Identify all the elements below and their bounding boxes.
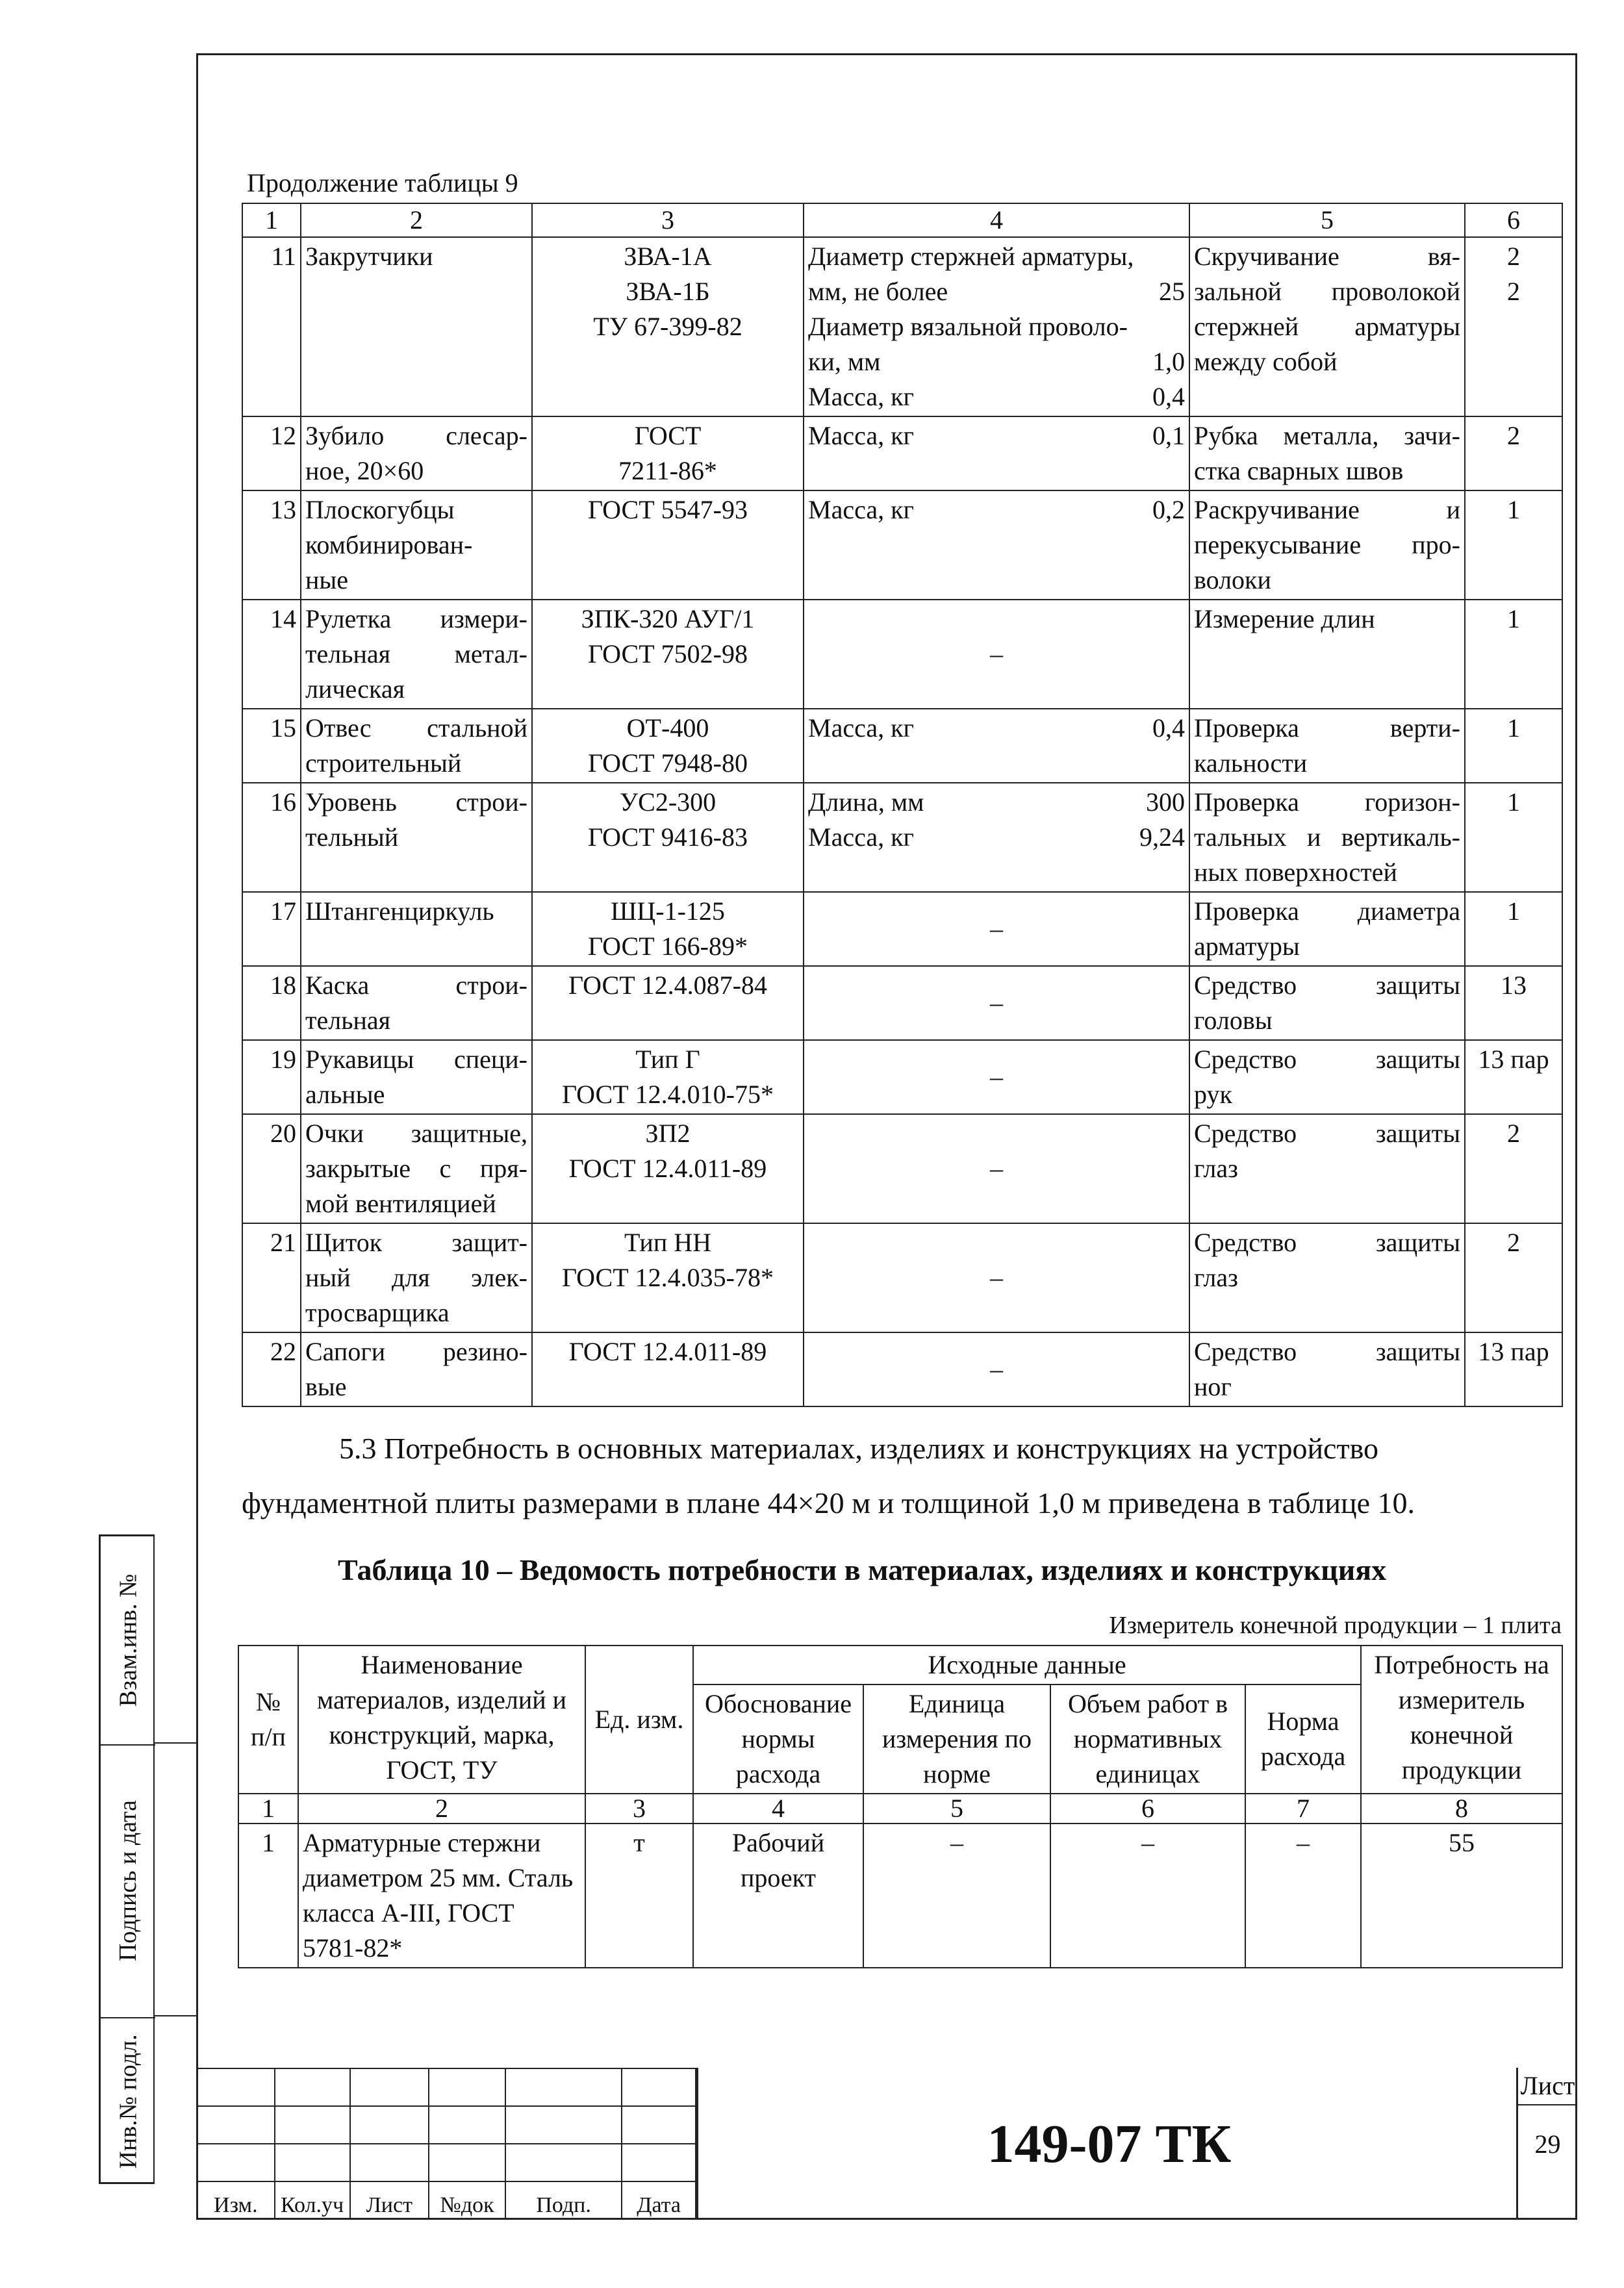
t10-head-source: Исходные данные <box>693 1646 1361 1684</box>
cell-line: тельный <box>305 822 399 852</box>
cell-line: Измерение длин <box>1194 604 1375 633</box>
t9-cell-qty <box>1465 416 1562 490</box>
cell-line: ГОСТ 5547-93 <box>588 495 748 524</box>
t9-cell-standard <box>532 237 804 416</box>
cell-line: Штангенциркуль <box>305 896 494 926</box>
title-block-col-label: Дата <box>622 2181 696 2219</box>
table-row <box>242 1040 1562 1114</box>
t9-cell-num: 16 <box>242 783 301 892</box>
cell-line: мой вентиляцией <box>305 1189 496 1218</box>
t9-cell-num: 18 <box>242 966 301 1040</box>
cell-line: ГОСТ 12.4.087-84 <box>568 971 767 1000</box>
cell-line: Рубка металла, зачи- <box>1194 421 1460 450</box>
cell-line: Проверка горизон- <box>1194 787 1460 817</box>
cell-line: ОТ-400 <box>626 713 709 743</box>
cell-line: закрытые с пря- <box>305 1154 527 1183</box>
table-row <box>242 600 1562 709</box>
table-row <box>242 709 1562 783</box>
t9-cell-params <box>804 709 1189 783</box>
table-row <box>242 783 1562 892</box>
param-line: мм, не более 25 <box>808 277 1185 306</box>
t9-cell-num: 20 <box>242 1114 301 1223</box>
cell-line: 1 <box>1507 604 1520 633</box>
t9-header-1: 1 <box>242 203 301 237</box>
cell-line: ТУ 67-399-82 <box>593 312 742 341</box>
t9-cell-params: – <box>804 1332 1189 1406</box>
t9-cell-purpose <box>1189 1040 1465 1114</box>
t9-cell-purpose <box>1189 237 1465 416</box>
cell-line: ГОСТ 9416-83 <box>588 822 748 852</box>
cell-line: тальных и вертикаль- <box>1194 822 1460 852</box>
t9-cell-name <box>301 783 532 892</box>
t10-cell-num: 1 <box>238 1824 298 1968</box>
cell-line: альные <box>305 1080 385 1109</box>
cell-line: Уровень строи- <box>305 787 527 817</box>
cell-line: 2 <box>1507 1119 1520 1148</box>
table10-unit-note: Измеритель конечной продукции – 1 плита <box>1109 1612 1562 1639</box>
side-stamp-replace-inv: Взам.инв. № <box>114 1573 142 1707</box>
cell-line: головы <box>1194 1006 1273 1035</box>
t10-col-number: 1 <box>238 1794 298 1824</box>
t10-head-basis: Обоснование нормы расхода <box>693 1684 863 1794</box>
cell-line: 1 <box>1507 787 1520 817</box>
cell-line: ГОСТ 7502-98 <box>588 639 748 668</box>
t9-cell-purpose <box>1189 966 1465 1040</box>
cell-line: арматуры <box>1194 932 1300 961</box>
param-line: Длина, мм 300 <box>808 787 1185 817</box>
table-row <box>242 966 1562 1040</box>
t9-cell-standard <box>532 416 804 490</box>
cell-line: Раскручивание и <box>1194 495 1460 524</box>
cell-line: 13 пар <box>1478 1337 1549 1366</box>
t9-cell-params: – <box>804 1040 1189 1114</box>
t9-header-4: 4 <box>804 203 1189 237</box>
cell-line: между собой <box>1194 347 1338 376</box>
table-row <box>242 892 1562 966</box>
t10-cell-unit: т <box>585 1824 693 1968</box>
t10-head-num: № п/п <box>238 1646 298 1794</box>
cell-line: комбинирован- <box>305 530 473 559</box>
cell-line: волоки <box>1194 565 1271 594</box>
cell-line: зальной проволокой <box>1194 277 1460 306</box>
cell-line: рук <box>1194 1080 1232 1109</box>
t10-col-number: 3 <box>585 1794 693 1824</box>
t9-cell-name <box>301 600 532 709</box>
t9-cell-qty <box>1465 1040 1562 1114</box>
cell-line: Рулетка измери- <box>305 604 527 633</box>
cell-line: глаз <box>1194 1154 1238 1183</box>
cell-line: перекусывание про- <box>1194 530 1460 559</box>
sheet-box <box>1516 2068 1577 2220</box>
t10-head-name: Наименование материалов, изделий и конструкций, марка, ГОСТ, ТУ <box>298 1646 585 1794</box>
t9-cell-params <box>804 416 1189 490</box>
table-row <box>242 237 1562 416</box>
cell-line: тельная метал- <box>305 639 527 668</box>
param-line: Масса, кг 0,4 <box>808 713 1185 743</box>
t9-cell-qty <box>1465 709 1562 783</box>
t9-cell-purpose <box>1189 600 1465 709</box>
t9-cell-name <box>301 892 532 966</box>
t9-cell-name <box>301 237 532 416</box>
t10-head-need: Потребность на измеритель конечной продукции <box>1361 1646 1562 1794</box>
t10-cell-norm-unit: – <box>863 1824 1050 1968</box>
cell-line: УС2-300 <box>619 787 717 817</box>
t10-col-number: 6 <box>1050 1794 1245 1824</box>
cell-line: Рукавицы специ- <box>305 1045 527 1074</box>
t9-cell-params: – <box>804 600 1189 709</box>
t9-cell-qty <box>1465 783 1562 892</box>
t9-cell-params <box>804 783 1189 892</box>
cell-line: кальности <box>1194 748 1308 778</box>
cell-line: тросварщика <box>305 1298 450 1327</box>
t9-cell-standard <box>532 1332 804 1406</box>
cell-line: Очки защитные, <box>305 1119 527 1148</box>
t9-header-3: 3 <box>532 203 804 237</box>
t9-cell-qty <box>1465 600 1562 709</box>
t9-cell-purpose <box>1189 709 1465 783</box>
t9-cell-purpose <box>1189 783 1465 892</box>
t9-cell-num: 12 <box>242 416 301 490</box>
t9-header-2: 2 <box>301 203 532 237</box>
t9-cell-num: 19 <box>242 1040 301 1114</box>
cell-line: 2 <box>1507 421 1520 450</box>
t9-cell-params <box>804 237 1189 416</box>
cell-line: ГОСТ 7948-80 <box>588 748 748 778</box>
title-block-col-label: Подп. <box>505 2181 622 2219</box>
t9-cell-standard <box>532 1114 804 1223</box>
side-stamp-blank-column <box>153 1534 196 2184</box>
t9-cell-purpose <box>1189 892 1465 966</box>
cell-line: ГОСТ 12.4.035-78* <box>562 1263 774 1292</box>
cell-line: Тип Г <box>635 1045 700 1074</box>
t10-cell-norm: – <box>1245 1824 1361 1968</box>
param-line: Диаметр стержней арматуры, <box>808 242 1134 271</box>
title-block-col-label: Кол.уч <box>275 2181 350 2219</box>
cell-line: ГОСТ 12.4.011-89 <box>568 1337 767 1366</box>
t9-cell-standard <box>532 600 804 709</box>
side-stamp <box>99 1534 153 2184</box>
cell-line: 13 <box>1501 971 1527 1000</box>
t9-cell-purpose <box>1189 1114 1465 1223</box>
cell-line: ЗВА-1Б <box>626 277 710 306</box>
cell-line: Средство защиты <box>1194 1337 1460 1366</box>
t9-cell-qty <box>1465 237 1562 416</box>
side-stamp-original-inv: Инв.№ подл. <box>114 2034 142 2169</box>
cell-line: ЗП2 <box>645 1119 691 1148</box>
cell-line: ГОСТ 166-89* <box>588 932 748 961</box>
t9-cell-standard <box>532 1040 804 1114</box>
t9-cell-standard <box>532 490 804 600</box>
t10-col-number: 4 <box>693 1794 863 1824</box>
cell-line: ГОСТ 12.4.011-89 <box>568 1154 767 1183</box>
cell-line: ное, 20×60 <box>305 456 424 485</box>
cell-line: Средство защиты <box>1194 1045 1460 1074</box>
t9-cell-name <box>301 1040 532 1114</box>
t9-cell-num: 15 <box>242 709 301 783</box>
t9-cell-num: 13 <box>242 490 301 600</box>
t10-cell-basis: Рабочий проект <box>693 1824 863 1968</box>
t9-cell-num: 17 <box>242 892 301 966</box>
t9-cell-standard <box>532 892 804 966</box>
cell-line: 1 <box>1507 713 1520 743</box>
t9-cell-num: 21 <box>242 1223 301 1332</box>
cell-line: ЗВА-1А <box>624 242 712 271</box>
cell-line: ГОСТ 12.4.010-75* <box>562 1080 774 1109</box>
t9-cell-name <box>301 709 532 783</box>
table-9 <box>242 203 1563 1407</box>
t9-cell-purpose <box>1189 490 1465 600</box>
cell-line: Зубило слесар- <box>305 421 527 450</box>
t9-cell-params: – <box>804 966 1189 1040</box>
t10-head-unit: Ед. изм. <box>585 1646 693 1794</box>
cell-line: Щиток защит- <box>305 1228 527 1257</box>
sheet-label: Лист <box>1518 2068 1577 2105</box>
t10-cell-name: Арматурные стержни диаметром 25 мм. Сталь класса А-III, ГОСТ 5781-82* <box>298 1824 585 1968</box>
document-number: 149-07 ТК <box>696 2068 1520 2220</box>
cell-line: Проверка верти- <box>1194 713 1460 743</box>
t10-col-number: 2 <box>298 1794 585 1824</box>
title-block-col-label: Изм. <box>197 2181 275 2219</box>
t10-head-norm-unit: Единица измерения по норме <box>863 1684 1050 1794</box>
t9-cell-purpose <box>1189 1332 1465 1406</box>
cell-line: 2 <box>1507 242 1520 271</box>
t9-cell-name <box>301 1223 532 1332</box>
cell-line: ног <box>1194 1372 1232 1401</box>
t9-cell-num: 14 <box>242 600 301 709</box>
sheet-number: 29 <box>1534 2129 1561 2159</box>
cell-line: стержней арматуры <box>1194 312 1460 341</box>
param-line: Масса, кг 9,24 <box>808 822 1185 852</box>
t9-header-5: 5 <box>1189 203 1465 237</box>
t10-head-volume: Объем работ в нормативных единицах <box>1050 1684 1245 1794</box>
t10-head-norm: Норма расхода <box>1245 1684 1361 1794</box>
cell-line: 13 пар <box>1478 1045 1549 1074</box>
cell-line: Сапоги резино- <box>305 1337 527 1366</box>
param-line: Масса, кг 0,1 <box>808 421 1185 450</box>
cell-line: Каска строи- <box>305 971 527 1000</box>
t9-cell-num: 22 <box>242 1332 301 1406</box>
cell-line: 2 <box>1507 277 1520 306</box>
t9-cell-name <box>301 1114 532 1223</box>
cell-line: 2 <box>1507 1228 1520 1257</box>
table-row <box>242 1332 1562 1406</box>
cell-line: строительный <box>305 748 462 778</box>
cell-line: тельная <box>305 1006 390 1035</box>
t9-cell-qty <box>1465 1114 1562 1223</box>
cell-line: Средство защиты <box>1194 1228 1460 1257</box>
cell-line: глаз <box>1194 1263 1238 1292</box>
cell-line: 7211-86* <box>618 456 717 485</box>
cell-line: стка сварных швов <box>1194 456 1404 485</box>
t9-cell-qty <box>1465 1223 1562 1332</box>
cell-line: Тип НН <box>624 1228 712 1257</box>
t9-cell-name <box>301 966 532 1040</box>
table10-title: Таблица 10 – Ведомость потребности в материалах, изделиях и конструкциях <box>338 1553 1387 1586</box>
cell-line: ный для элек- <box>305 1263 527 1292</box>
t9-cell-standard <box>532 783 804 892</box>
cell-line: ЗПК-320 АУГ/1 <box>581 604 755 633</box>
cell-line: Проверка диаметра <box>1194 896 1460 926</box>
t9-cell-name <box>301 490 532 600</box>
param-line: Масса, кг 0,4 <box>808 382 1185 411</box>
cell-line: Закрутчики <box>305 242 433 271</box>
cell-line: Отвес стальной <box>305 713 527 743</box>
t10-col-number: 7 <box>1245 1794 1361 1824</box>
t9-cell-params: – <box>804 1223 1189 1332</box>
param-line: Диаметр вязальной проволо- <box>808 312 1128 341</box>
title-block-grid <box>196 2068 696 2220</box>
t9-cell-params <box>804 490 1189 600</box>
t9-cell-standard <box>532 966 804 1040</box>
param-line: Масса, кг 0,2 <box>808 495 1185 524</box>
t9-cell-name <box>301 1332 532 1406</box>
cell-line: ные <box>305 565 349 594</box>
table-row <box>242 416 1562 490</box>
table-row <box>242 1223 1562 1332</box>
cell-line: ных поверхностей <box>1194 858 1397 887</box>
table-row <box>242 1114 1562 1223</box>
cell-line: 1 <box>1507 495 1520 524</box>
cell-line: Средство защиты <box>1194 971 1460 1000</box>
t9-cell-purpose <box>1189 416 1465 490</box>
cell-line: 1 <box>1507 896 1520 926</box>
table-10 <box>238 1645 1563 1968</box>
title-block <box>196 2068 1577 2220</box>
side-stamp-signature-date: Подпись и дата <box>114 1799 142 1962</box>
t9-cell-num: 11 <box>242 237 301 416</box>
t9-cell-params: – <box>804 1114 1189 1223</box>
t9-cell-standard <box>532 709 804 783</box>
t10-cell-need: 55 <box>1361 1824 1562 1968</box>
t10-col-number: 5 <box>863 1794 1050 1824</box>
t9-cell-qty <box>1465 966 1562 1040</box>
table-row <box>242 490 1562 600</box>
paragraph-5-3: 5.3 Потребность в основных материалах, изделиях и конструкциях на устройство фундаментной плиты размерами в плане 44×20 м и толщиной 1,0 м приведена в таблице 10. <box>242 1432 1415 1519</box>
t9-header-6: 6 <box>1465 203 1562 237</box>
cell-line: вые <box>305 1372 347 1401</box>
t9-cell-purpose <box>1189 1223 1465 1332</box>
t9-cell-qty <box>1465 1332 1562 1406</box>
cell-line: ШЦ-1-125 <box>611 896 725 926</box>
cell-line: лическая <box>305 674 405 704</box>
t10-cell-volume: – <box>1050 1824 1245 1968</box>
title-block-col-label: №док <box>429 2181 505 2219</box>
t9-cell-qty <box>1465 490 1562 600</box>
t9-cell-name <box>301 416 532 490</box>
param-line: ки, мм 1,0 <box>808 347 1185 376</box>
cell-line: Плоскогубцы <box>305 495 455 524</box>
cell-line: ГОСТ <box>634 421 702 450</box>
cell-line: Средство защиты <box>1194 1119 1460 1148</box>
t9-cell-qty <box>1465 892 1562 966</box>
t9-cell-params: – <box>804 892 1189 966</box>
cell-line: Скручивание вя- <box>1194 242 1460 271</box>
title-block-col-label: Лист <box>350 2181 429 2219</box>
table9-caption: Продолжение таблицы 9 <box>247 168 518 197</box>
t9-cell-standard <box>532 1223 804 1332</box>
t10-col-number: 8 <box>1361 1794 1562 1824</box>
